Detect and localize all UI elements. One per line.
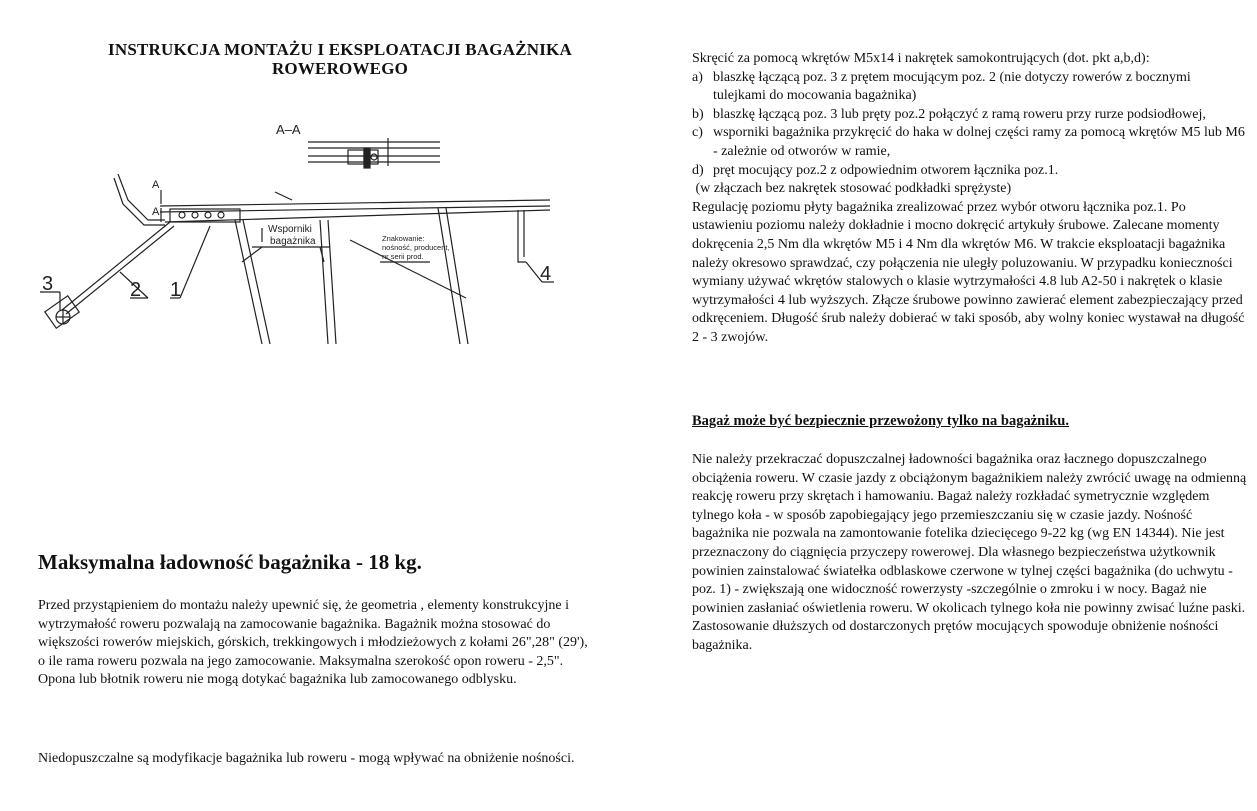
list-text: pręt mocujący poz.2 z odpowiednim otworem łącznika poz.1. <box>713 162 1059 178</box>
znakowanie-label-line2: nośność, producent, <box>382 243 450 252</box>
list-item <box>692 162 1247 181</box>
list-marker: d) <box>692 162 704 178</box>
assembly-steps <box>692 69 1247 181</box>
section-mark-a-bottom: A <box>152 206 160 218</box>
warning-heading: Bagaż może być bezpiecznie przewożony tylko na bagażniku. <box>692 413 1069 429</box>
znakowanie-label-line3: nr serii prod. <box>382 252 424 261</box>
assembly-note: (w złączach bez nakrętek stosować podkładki sprężyste) <box>692 181 1012 197</box>
list-text: blaszkę łączącą poz. 3 lub pręty poz.2 połączyć z ramą roweru przy rurze podsiodłowej, <box>713 106 1206 122</box>
znakowanie-label-line1: Znakowanie: <box>382 234 425 243</box>
title-line-1: INSTRUKCJA MONTAŻU I EKSPLOATACJI BAGAŻNIKA <box>108 40 572 59</box>
list-text: wsporniki bagażnika przykręcić do haka w dolnej części ramy za pomocą wkrętów M5 lub M6 - zależnie od otworów w ramie, <box>713 125 1245 159</box>
list-item <box>692 106 1247 125</box>
assembly-intro: Skręcić za pomocą wkrętów M5x14 i nakrętek samokontrujących (dot. pkt a,b,d): <box>692 51 1150 66</box>
section-mark-a-top: A <box>152 179 160 191</box>
assembly-instructions <box>692 50 1247 348</box>
part-number-4: 4 <box>540 263 552 285</box>
bike-rack-diagram <box>30 112 630 352</box>
wsporniki-label-line2: bagażnika <box>270 236 316 247</box>
section-label: A–A <box>276 122 301 137</box>
right-paragraph-2: Nie należy przekraczać dopuszczalnej ładowności bagażnika oraz łacznego dopuszczalnego obciążenia roweru. W czasie jazdy z obciążonym bagażnikiem należy zwrócić uwagę na odmienną reakcję roweru przy skrętach i hamowaniu. Bagaż należy rozkładać symetrycznie względem tylnego koła - w sposób zapobiegający jego przemieszczaniu się w czasie jazdy. Nośność bagażnika nie pozwala na zamontowanie fotelika dziecięcego 9-22 kg (wg EN 14344). Nie jest przeznaczony do ciągnięcia przyczepy rowerowej. Dla własnego bezpieczeństwa użytkownik powinien zainstalować światełka odblaskowe czerwone w tylnej części bagażnika (do uchwytu - poz. 1) - zwiększają one widoczność rowerzysty -szczególnie o zmroku i w nocy. Bagaż nie powinien zasłaniać oświetlenia roweru. W okolicach tylnego koła nie powinny zwisać luźne paski. Zastosowanie dłuższych od dostarczonych prętów mocujących spowoduje obniżenie nośności bagażnika. <box>692 452 1247 653</box>
list-marker: a) <box>692 69 703 85</box>
part-number-2: 2 <box>130 279 142 301</box>
list-marker: b) <box>692 106 704 122</box>
part-number-1: 1 <box>170 279 182 301</box>
right-paragraph-1: Regulację poziomu płyty bagażnika zrealizować przez wybór otworu łącznika poz.1. Po ustawieniu poziomu należy dokładnie i mocno dokręcić artykuły śrubowe. Zalecane momenty dokręcenia 2,5 Nm dla wkrętów M5 i 4 Nm dla wkrętów M6. W trakcie eksploatacji bagażnika należy okresowo sprawdzać, czy połączenia nie uległy poluzowaniu. W przypadku konieczności wymiany używać wkrętów stalowych o klasie wytrzymałości 4.8 lub A2-50 i nakrętek o klasie wytrzymałości 4 lub wyższych. Złącze śrubowe powinno zawierać element zabezpieczający przed odkręceniem. Długość śrub należy dobierać w taki sposób, aby wolny koniec wystawał na długość 2 - 3 zwojów. <box>692 199 1245 345</box>
list-item <box>692 124 1247 161</box>
left-paragraph-2: Niedopuszczalne są modyfikacje bagażnika lub roweru - mogą wpływać na obniżenie nośności. <box>38 751 575 766</box>
left-paragraph-1: Przed przystąpieniem do montażu należy upewnić się, że geometria , elementy konstrukcyjne i wytrzymałość roweru pozwalają na zamocowanie bagażnika. Bagażnik można stosować do większości rowerów miejskich, górskich, trekkingowych i młodzieżowych z kołami 26",28" (29'), o ile rama roweru pozwala na jego zamocowanie. Maksymalna szerokość opon roweru - 2,5". Opona lub błotnik roweru nie mogą dotykać bagażnika lub zamocowanego odblysku. <box>38 598 588 688</box>
wsporniki-label-line1: Wsporniki <box>268 224 312 235</box>
title-line-2: ROWEROWEGO <box>271 59 409 78</box>
document-title <box>40 40 640 78</box>
list-text: blaszkę łączącą poz. 3 z prętem mocującym poz. 2 (nie dotyczy rowerów z bocznymi tulejkami do mocowania bagażnika) <box>713 69 1191 104</box>
max-load-heading: Maksymalna ładowność bagażnika - 18 kg. <box>38 550 422 574</box>
list-item <box>692 69 1247 106</box>
section-detail <box>308 138 440 168</box>
part-number-3: 3 <box>42 273 54 295</box>
list-marker: c) <box>692 125 703 141</box>
